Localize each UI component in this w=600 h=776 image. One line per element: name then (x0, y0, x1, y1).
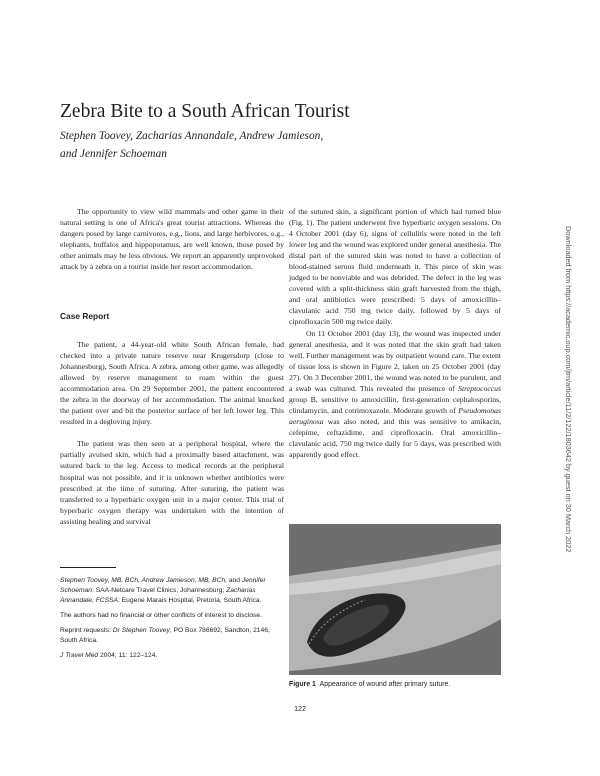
affiliation-org-2: : Eugene Marais Hospital, Pretoria, South Africa. (118, 597, 262, 604)
footnote-rule (60, 567, 116, 568)
author-line-2: and Jennifer Schoeman (60, 148, 167, 160)
reprint-note (60, 626, 282, 646)
right-paragraph-1: of the sutured skin, a significant portion of which had turned blue (Fig. 1). The patient underwent five hyperbaric oxygen sessions. On 4 October 2001 (day 6), signs of cellulitis were noted in the left lower leg and the wound was explored under general anesthesia. The distal part of the sutured skin was noted to have a collection of blood-stained serous fluid underneath it. This piece of skin was judged to be nonviable and was debrided. The defect in the leg was covered with a split-thickness skin graft harvested from the thigh, and oral antibiotics were prescribed: 5 days of amoxicillin–clavulanic acid 750 mg twice daily, followed by 5 days of ciprofloxacin 500 mg twice daily. (289, 207, 501, 327)
intro-paragraph: The opportunity to view wild mammals and other game in their natural setting is one of Africa's great tourist attractions. Whereas the dangers posed by large carnivores, e.g., lions, and large herbivores, e.g., elephants, buffalos and hippopotamus, are well known, those posed by other animals may be less obvious. We report an apparently unprovoked attack by a zebra on a tourist inside her resort accommodation. (60, 207, 284, 272)
reprint-label: Reprint requests: (60, 627, 113, 634)
author-list (60, 127, 500, 163)
affiliation-za: Zacharias Annandale, FCSSA (60, 587, 256, 604)
author-notes (60, 576, 282, 666)
reprint-address: , PO Box 786692, Sandton, 2146, South Africa. (60, 627, 270, 644)
case-report-column (60, 339, 284, 527)
affiliation-js: Jennifer Schoeman (60, 577, 266, 594)
organism-streptococcus: Streptococcus (458, 383, 501, 393)
wound-photo-graphic (289, 524, 501, 675)
author-line-1: Stephen Toovey, Zacharias Annandale, Andrew Jamieson, (60, 130, 324, 142)
journal-reference: 2004; 11: 122–124. (98, 652, 158, 659)
right-p2-text-c: was also noted, and this was sensitive to amikacin, cefepime, ceftazidime, and ciprofloxacin. Oral amoxicillin–clavulanic acid, 750 mg twice daily for 5 days, was prescribed with apparently good effect. (289, 416, 501, 460)
figure-label: Figure 1 (289, 681, 316, 688)
right-paragraph-2 (289, 328, 501, 461)
right-p2-text-a: On 11 October 2001 (day 13), the wound was inspected under general anesthesia, and it was noted that the skin graft had taken well. Further management was by outpatient wound care. The extent of tissue loss is shown in Figure 2, taken on 25 October 2001 (day 27). On 3 December 2001, the wound was noted to be purulent, and a swab was cultured. This revealed the presence of (289, 328, 501, 393)
case-paragraph-1: The patient, a 44-year-old white South African female, had checked into a private nature reserve near Krugersdorp (close to Johannesburg), South Africa. A zebra, among other game, was allegedly allowed by reserve management to roam within the guest accommodation area. On 29 September 2001, the patient encountered the zebra in the doorway of her accommodation. The animal knocked the patient over and bit the posterior surface of her left lower leg. This resulted in a degloving injury. (60, 340, 284, 427)
affiliation-authors: Stephen Toovey, MB, BCh, Andrew Jamieson, MB, BCh, (60, 577, 228, 584)
intro-column (60, 206, 284, 272)
affiliations-note (60, 576, 282, 606)
figure-1-wound-photo (289, 524, 501, 675)
journal-name: J Travel Med (60, 652, 99, 659)
figure-caption-text: Appearance of wound after primary suture. (319, 681, 451, 688)
organism-pseudomonas: Pseudomonas aeruginosa (289, 405, 501, 426)
right-p2-text-b: group B, sensitive to amoxicillin, first-generation cephalosporins, clindamycin, and cotrimoxazole. Moderate growth of (289, 394, 501, 415)
section-heading-case-report: Case Report (60, 311, 110, 321)
download-watermark: Downloaded from https://academic.oup.com/jtm/article/11/2/122/1803642 by guest on 30 March 2022 (564, 226, 573, 553)
article-title: Zebra Bite to a South African Tourist (60, 101, 350, 122)
reprint-name: Dr Stephen Toovey (112, 627, 170, 634)
page-number: 122 (294, 705, 306, 713)
journal-citation (60, 651, 282, 661)
affiliation-org-1: : SAA-Netcare Travel Clinics, Johannesburg; (91, 587, 227, 594)
affiliation-and: and (227, 577, 242, 584)
figure-caption (289, 681, 501, 688)
conflicts-note: The authors had no financial or other conflicts of interest to disclose. (60, 612, 262, 619)
case-paragraph-2: The patient was then seen at a peripheral hospital, where the partially avulsed skin, which had a proximally based attachment, was sutured back to the leg. Access to medical records at the peripheral hospital was not possible, and it is unknown whether antibiotics were prescribed at the time of suturing. After suturing, the patient was transferred to a hyperbaric oxygen unit in a major center. This trial of hyperbaric oxygen therapy was undertaken with the intention of assisting healing and survival (60, 439, 284, 526)
right-column (289, 206, 501, 460)
